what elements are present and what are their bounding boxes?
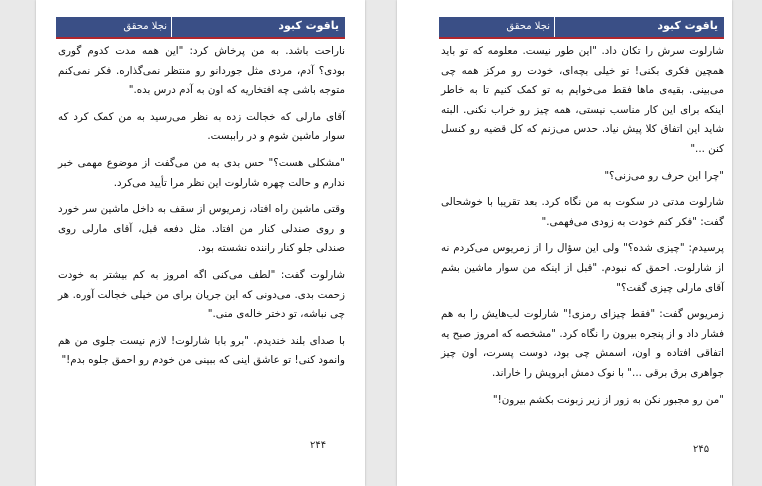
paragraph: "چرا این حرف رو می‌زنی؟": [604, 169, 724, 182]
right-page: [397, 0, 732, 486]
paragraph: ناراحت باشد. به من پرخاش کرد: "این همه مدت کدوم گوری بودی؟ آدم، مردی مثل جوردانو رو منتظر نمی‌گذاره. فکر نمی‌کنم متوجه باشی چه افتخاریه که اون به آدم درس بده.": [58, 45, 345, 97]
book-title: یاقوت کبود: [278, 19, 339, 32]
book-title: یاقوت کبود: [657, 19, 718, 32]
left-page: [36, 0, 365, 486]
paragraph: وقتی ماشین راه افتاد، زمریوس از سقف به داخل ماشین سر خورد و روی صندلی کنار من افتاد. مثل دفعه قبل، آقای مارلی روی صندلی جلو کنار راننده نشسته بود.: [58, 203, 345, 255]
paragraph: پرسیدم: "چیزی شده؟" ولی این سؤال را از زمریوس می‌کردم نه از شارلوت. احمق که نبودم. "قبل از اینکه من سوار ماشین بشم آقای مارلی چیزی گفت؟": [441, 242, 724, 294]
paragraph: شارلوت سرش را تکان داد. "این طور نیست. معلومه که تو باید همچین فکری بکنی! تو خیلی بچه‌ای، خودت رو مرکز همه چی می‌بینی. بقیه‌ی ماها فقط می‌خوایم به تو کمک کنیم تا به خاطر اینکه برای این کار مناسب نیستی، همه چیز رو خراب نکنی. البته شاید این اتفاق کلا پیش نیاد. حدس می‌زنم که کل قضیه رو کنسل کنن ...": [441, 45, 724, 155]
paragraph: "من رو مجبور نکن به زور از زیر زبونت بکشم بیرون!": [492, 393, 724, 406]
paragraph: شارلوت گفت: "لطف می‌کنی اگه امروز به کم بیشتر به خودت زحمت بدی. می‌دونی که این جریان برای من خیلی خجالت آوره. هر چی نباشه، تو دختر خاله‌ی منی.": [58, 268, 345, 321]
author-name: نجلا محقق: [439, 17, 555, 37]
paragraph: با صدای بلند خندیدم. "برو بابا شارلوت! لازم نیست جلوی من هم وانمود کنی! تو عاشق اینی که ببینی من خودم رو احمق جلوه بدم!": [58, 334, 345, 367]
page-header: [56, 17, 345, 39]
page-body: [58, 42, 345, 378]
paragraph: زمریوس گفت: "فقط چیزای رمزی!" شارلوت لب‌هایش را به هم فشار داد و از پنجره بیرون را نگاه کرد. "مشخصه که امروز صبح یه اتفاقی افتاده و اون، اسمش چی بود، دوست پسرت، اون چیز جواهری برق برقی ..." با نوک دمش ابرویش را خاراند.: [441, 308, 724, 379]
paragraph: "مشکلی هست؟" حس بدی به من می‌گفت از موضوع مهمی خبر ندارم و حالت چهره شارلوت این نظر مرا تأیید می‌کرد.: [58, 156, 345, 189]
page-number: ۲۴۴: [310, 440, 327, 451]
paragraph: شارلوت مدتی در سکوت به من نگاه کرد. بعد تقریبا با خوشحالی گفت: "فکر کنم خودت به زودی می‌فهمی.": [441, 196, 724, 228]
page-body: [441, 42, 724, 417]
paragraph: آقای مارلی که خجالت زده به نظر می‌رسید به من کمک کرد که سوار ماشین شوم و در راببست.: [58, 110, 345, 143]
page-number: ۲۴۵: [693, 444, 710, 455]
author-name: نجلا محقق: [56, 17, 172, 37]
page-header: [439, 17, 724, 39]
